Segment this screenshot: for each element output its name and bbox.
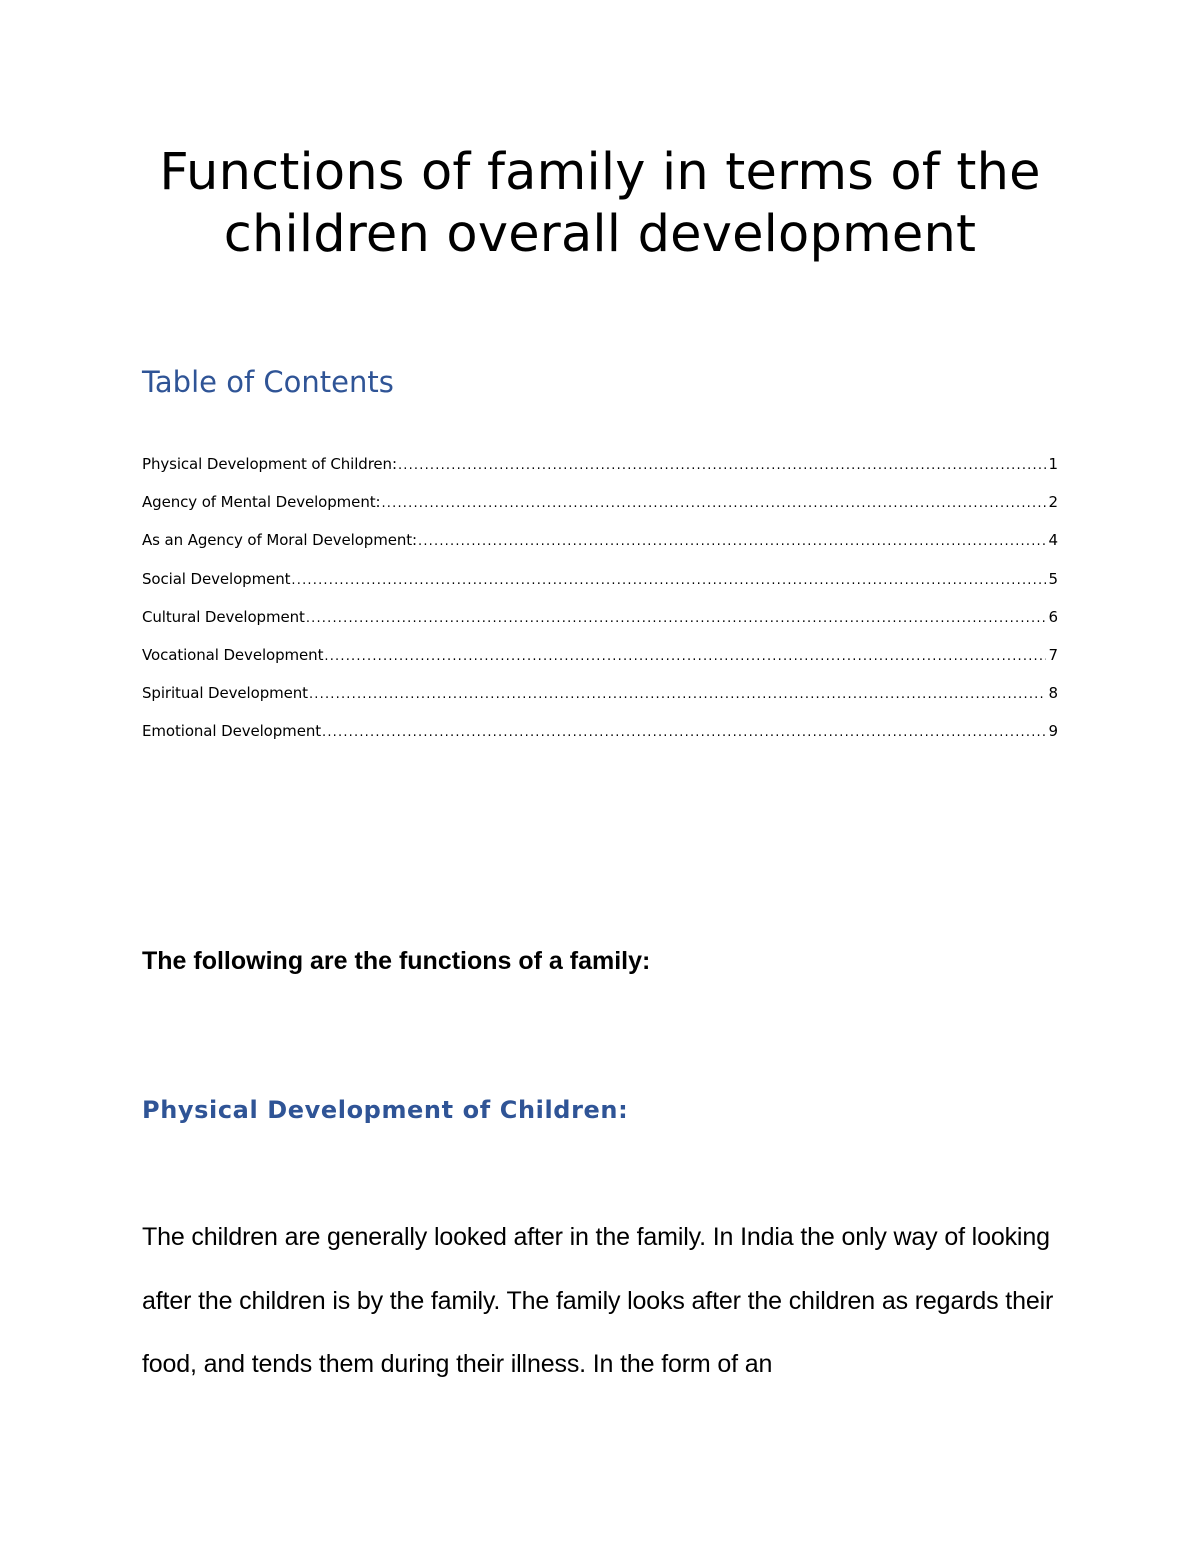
toc-entry-label: As an Agency of Moral Development: [142, 531, 417, 550]
table-of-contents [142, 451, 1058, 757]
toc-dot-leader [306, 606, 1047, 632]
toc-page-number: 4 [1048, 531, 1058, 550]
toc-page-number: 6 [1048, 607, 1058, 626]
toc-entry-label: Physical Development of Children: [142, 455, 397, 473]
toc-entry-label: Cultural Development [142, 607, 305, 626]
toc-heading: Table of Contents [142, 365, 394, 399]
toc-entry-label: Emotional Development [142, 722, 322, 741]
toc-page-number: 5 [1048, 569, 1058, 588]
toc-dot-leader [309, 682, 1047, 708]
toc-entry-mental-development[interactable] [142, 489, 1058, 527]
toc-dot-leader [381, 491, 1046, 517]
section-heading-physical-development: Physical Development of Children: [142, 1096, 629, 1124]
section-body-text: The children are generally looked after in the family. In India the only way of looking after the children is by the family. The family looks after the children as regards their food, and tends them during their illness. In the form of an [142, 1223, 1054, 1378]
toc-entry-label: Spiritual Development [142, 684, 308, 703]
toc-dot-leader [418, 529, 1046, 555]
toc-page-number: 2 [1048, 493, 1058, 512]
toc-entry-moral-development[interactable] [142, 527, 1058, 565]
document-title: Functions of family in terms of the children overall development [159, 143, 1041, 264]
toc-dot-leader [291, 568, 1046, 594]
toc-dot-leader [324, 644, 1046, 670]
toc-entry-label: Agency of Mental Development: [142, 493, 381, 512]
toc-entry-spiritual-development[interactable] [142, 680, 1058, 718]
toc-page-number: 8 [1048, 684, 1058, 703]
toc-page-number: 1 [1048, 455, 1058, 473]
toc-entry-label: Vocational Development [142, 645, 324, 664]
toc-entry-cultural-development[interactable] [142, 604, 1058, 642]
toc-entry-vocational-development[interactable] [142, 642, 1058, 680]
toc-entry-physical-development[interactable] [142, 451, 1058, 489]
toc-entry-social-development[interactable] [142, 566, 1058, 604]
toc-page-number: 7 [1048, 645, 1058, 664]
toc-entry-label: Social Development [142, 569, 291, 588]
toc-dot-leader [322, 720, 1046, 746]
toc-entry-emotional-development[interactable] [142, 718, 1058, 756]
intro-statement: The following are the functions of a family: [142, 947, 651, 975]
toc-page-number: 9 [1048, 722, 1058, 741]
toc-dot-leader [398, 453, 1047, 479]
